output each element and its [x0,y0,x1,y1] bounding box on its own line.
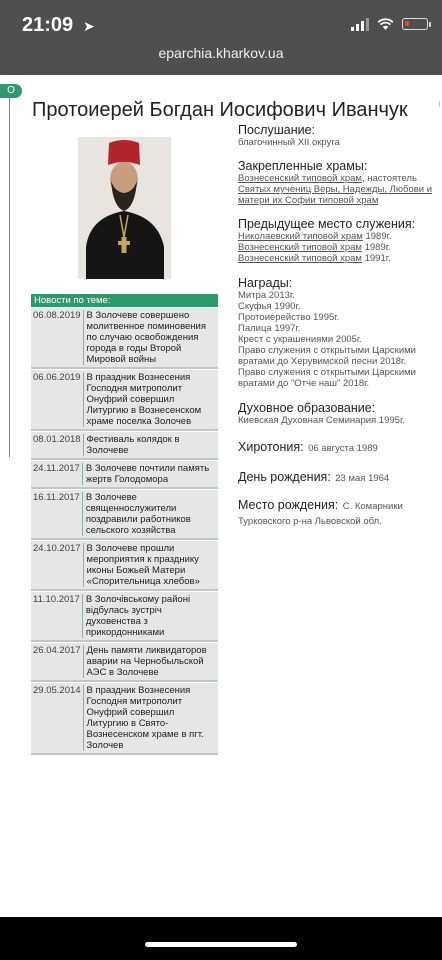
news-title[interactable]: В Золочеве священнослужители поздравили работников сельского хозяйства [85,492,191,536]
related-news [31,294,218,755]
temples-label: Закрепленные храмы: [238,159,368,173]
temple-link-2[interactable]: Святых мучениц Веры, Надежды, Любови и матери их Софии типовой храм [238,184,433,206]
location-arrow-icon: ➤ [83,18,95,34]
birthday-label: День рождения: [238,470,331,484]
ordination-row [238,438,442,456]
prev-temple-link[interactable]: Николаевский типовой храм [238,231,363,242]
news-title[interactable]: Фестиваль колядок в Золочеве [86,434,180,456]
news-date: 11.10.2017 [33,594,83,638]
obedience-label: Послушание: [238,123,316,137]
award-item: Палица 1997г. [238,323,301,334]
news-date: 24.11.2017 [33,463,83,485]
news-item[interactable] [31,592,218,642]
priest-photo [78,137,171,279]
news-date: 08.01.2018 [33,434,84,456]
news-item[interactable] [31,432,218,460]
right-marker [439,101,440,107]
news-title[interactable]: В праздник Вознесения Господня митрополит Онуфрий совершил Литургию в Свято-Вознесенском храме в пгт. Золочев [86,685,204,751]
news-title[interactable]: В Золочеве почтили память жертв Голодомора [85,463,210,485]
news-title[interactable]: День памяти ликвидаторов аварии на Чернобыльской АЭС в Золочеве [86,645,207,678]
award-item: Скуфья 1990г. [238,301,301,312]
ordination-value: 06 августа 1989 [308,443,378,454]
prev-year: 1991г. [361,253,391,264]
news-item[interactable] [31,541,218,591]
news-title[interactable]: В Золочівському районі відбулась зустріч духовенства з прикордонниками [85,594,191,638]
prev-temple-link[interactable]: Вознесенский типовой храм [238,253,362,264]
web-page [0,75,442,917]
education-label: Духовное образование: [238,401,376,415]
news-date: 29.05.2014 [33,685,84,751]
page-title: Протоиерей Богдан Иосифович Иванчук [32,99,408,121]
temple-role: , настоятель [361,173,417,184]
education-value: Киевская Духовная Семинария 1995г. [238,415,405,426]
news-item[interactable] [31,308,218,369]
birthplace-row [238,498,442,528]
birthplace-label: Место рождения: [238,498,339,512]
news-date: 06.08.2019 [33,310,84,365]
prev-year: 1989г. [361,242,391,253]
news-header: Новости по теме: [31,294,218,307]
temples-value [238,173,442,206]
news-title[interactable]: В Золочеве совершено молитвенное поминовения по случаю освобождения города в годы Второй Мировой войны [86,310,206,365]
birthday-value: 23 мая 1964 [335,473,390,484]
battery-icon [402,18,428,30]
news-title[interactable]: В праздник Вознесения Господня митрополит Онуфрий совершил Литургию в Вознесенском храме поселка Золочев [86,372,202,427]
temple-link[interactable]: Вознесенский типовой храм [238,173,362,184]
awards-label: Награды: [238,276,293,290]
prev-service-label: Предыдущее место служения: [238,217,416,231]
status-icons [351,17,428,31]
news-item[interactable] [31,461,218,489]
news-item[interactable] [31,490,218,540]
clock: 21:09 [22,14,74,36]
news-item[interactable] [31,683,218,755]
award-item: Митра 2013г. [238,290,295,301]
prev-temple-link[interactable]: Вознесенский типовой храм [238,242,362,253]
ordination-label: Хиротония: [238,440,304,454]
priest-info [238,123,442,528]
left-border [9,85,10,457]
award-item: Протоиерейство 1995г. [238,312,340,323]
award-item: Право служения с открытыми Царскими вратами до "Отче наш" 2018г. [238,367,416,389]
side-tab[interactable]: О [0,84,22,98]
portrait-image [78,137,171,279]
home-indicator[interactable] [145,942,297,947]
news-item[interactable] [31,643,218,682]
awards-list [238,290,442,389]
prev-service-list [238,231,442,264]
news-date: 16.11.2017 [33,492,83,536]
birthplace-value: С. Комарники Турковского р-на Львовской обл. [238,501,403,527]
wifi-icon [377,18,394,31]
news-date: 06.06.2019 [33,372,84,427]
obedience-value: благочинный XII округа [238,137,340,148]
cellular-signal-icon [351,17,369,31]
award-item: Крест с украшениями 2005г. [238,334,362,345]
news-date: 26.04.2017 [33,645,84,678]
prev-year: 1989г. [362,231,392,242]
news-title[interactable]: В Золочеве прошли мероприятия к празднику иконы Божьей Матери «Спорительница хлебов» [86,543,200,587]
award-item: Право служения с открытыми Царскими вратами до Херувимской песни 2018г. [238,345,416,367]
status-bar [0,0,442,75]
birthday-row [238,468,442,486]
news-date: 24.10.2017 [33,543,84,587]
address-bar[interactable]: eparchia.kharkov.ua [158,45,284,61]
news-item[interactable] [31,370,218,431]
